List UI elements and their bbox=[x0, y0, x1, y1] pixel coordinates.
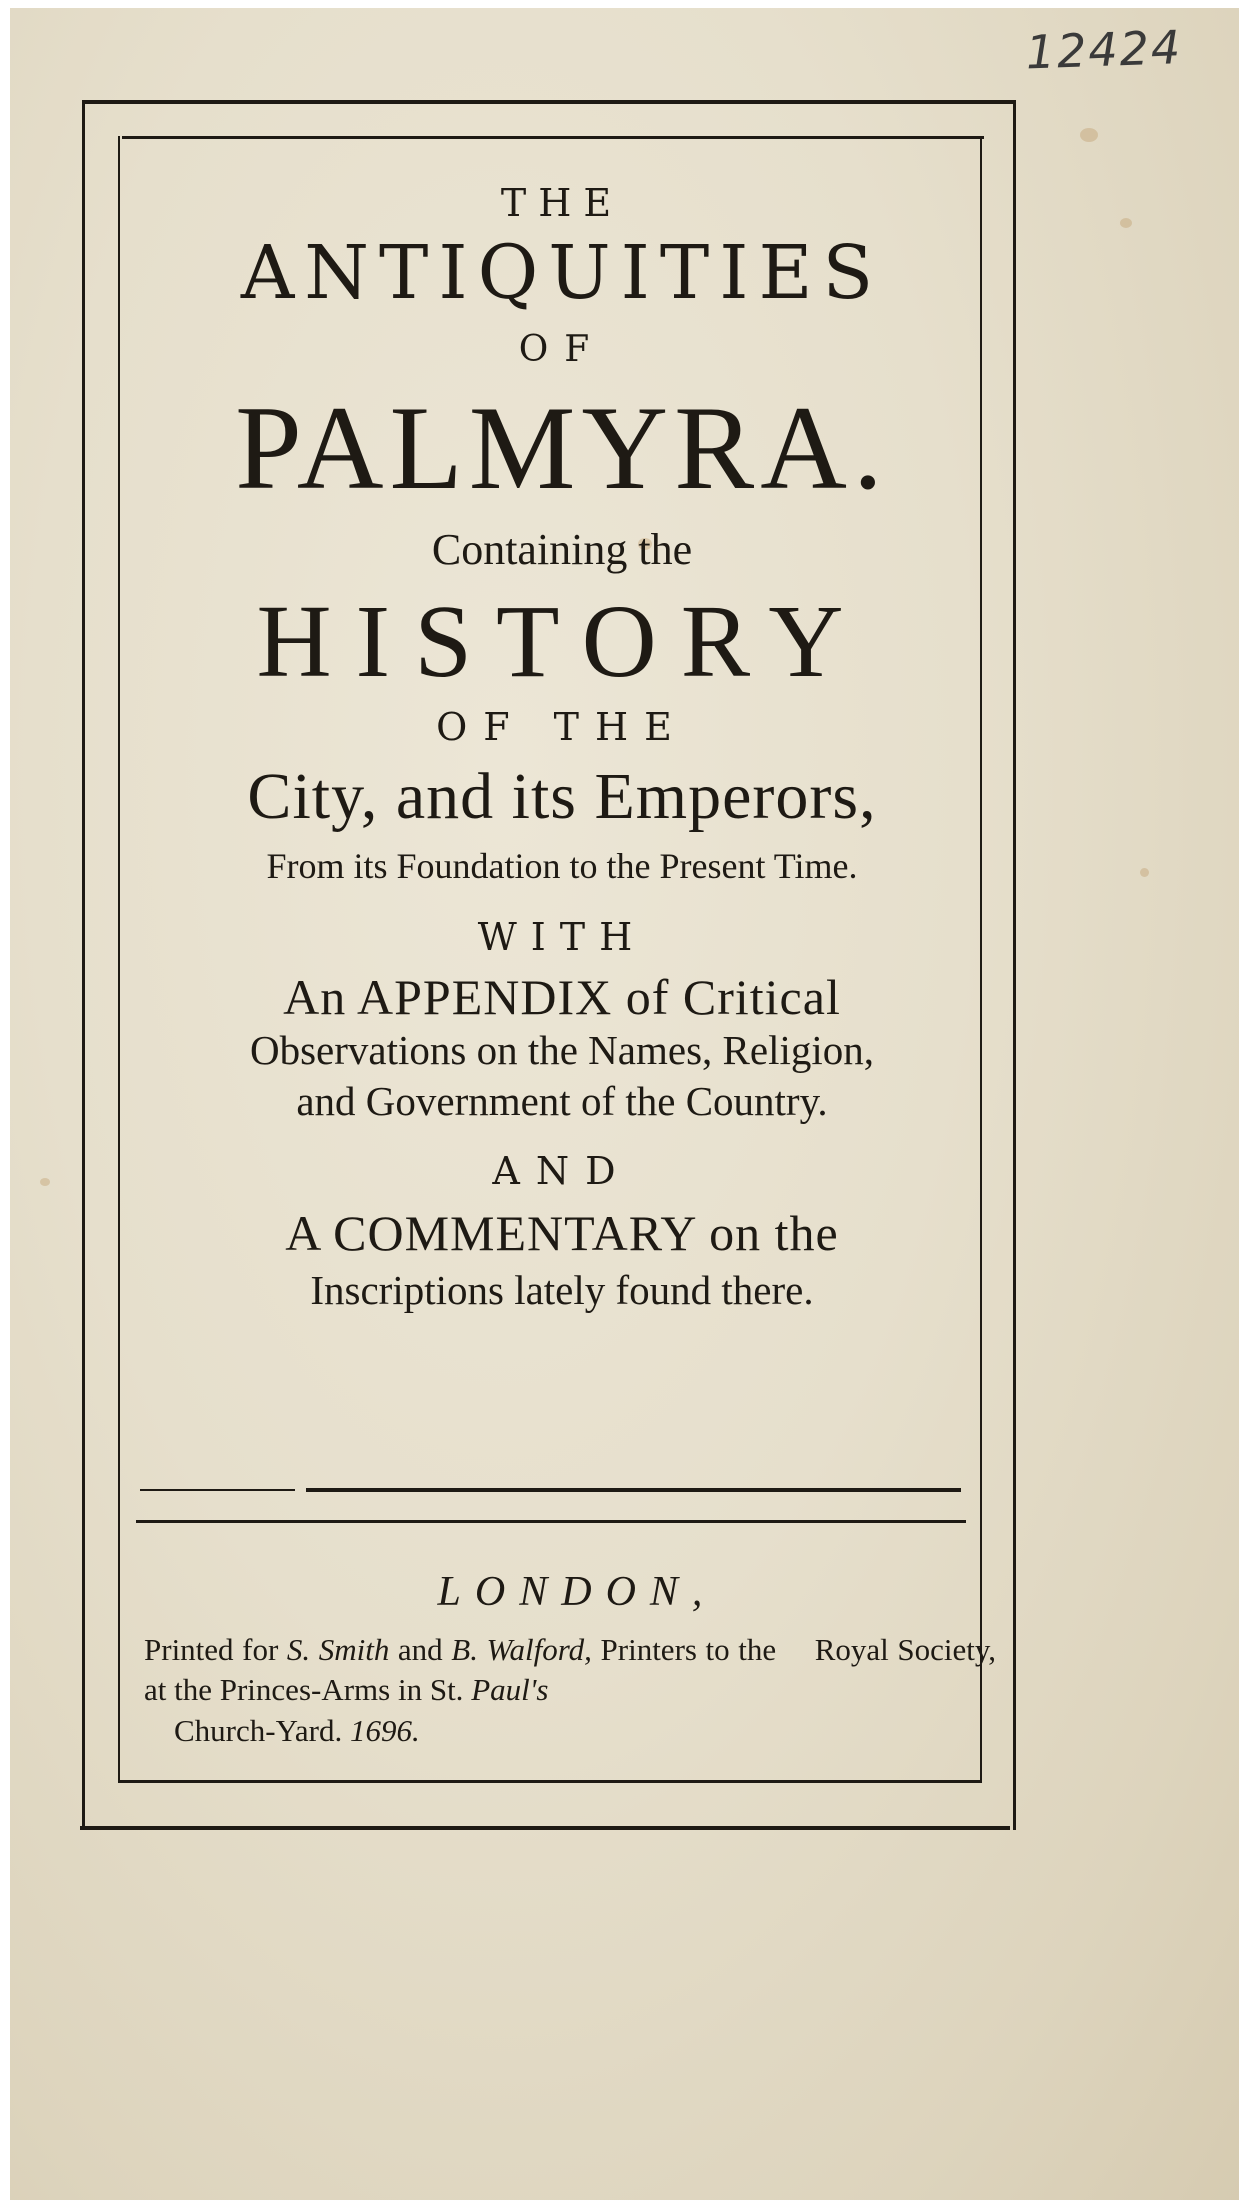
imprint bbox=[122, 1568, 1002, 1768]
foxing-spot bbox=[1140, 868, 1149, 877]
foxing-spot bbox=[1080, 128, 1098, 142]
imprint-pauls: Paul's bbox=[471, 1672, 549, 1708]
imprint-printers-to: Printers to the bbox=[600, 1632, 777, 1667]
subtitle-and: AND bbox=[492, 1149, 632, 1193]
subtitle-of-the: OF THE bbox=[436, 705, 688, 749]
inner-frame-left bbox=[118, 136, 120, 1782]
imprint-printed-for: Printed for bbox=[144, 1632, 279, 1667]
imprint-and: and bbox=[397, 1632, 443, 1667]
outer-frame-right bbox=[1013, 100, 1016, 1830]
subtitle-city-emperors: City, and its Emperors, bbox=[247, 760, 877, 833]
outer-frame-top bbox=[84, 100, 1014, 104]
title-the: THE bbox=[500, 181, 624, 225]
title-block bbox=[122, 148, 1002, 1438]
imprint-church-yard: Church-Yard. bbox=[174, 1712, 343, 1748]
imprint-publisher-statement bbox=[122, 1630, 1002, 1751]
subtitle-containing: Containing the bbox=[431, 525, 693, 574]
foxing-spot bbox=[1120, 218, 1132, 228]
imprint-publisher-smith: S. Smith bbox=[286, 1632, 390, 1667]
subtitle-from-foundation: From its Foundation to the Present Time. bbox=[266, 846, 858, 886]
separator-rule-upper-right bbox=[306, 1488, 961, 1492]
outer-frame-left bbox=[82, 100, 85, 1830]
inner-frame-top bbox=[122, 136, 984, 139]
subtitle-inscriptions: Inscriptions lately found there. bbox=[310, 1267, 814, 1313]
imprint-royal-society: Royal Society, at the Princes-Arms in St. bbox=[144, 1632, 997, 1708]
subtitle-observations: Observations on the Names, Religion, bbox=[249, 1027, 874, 1073]
subtitle-history: HISTORY bbox=[256, 584, 868, 699]
title-palmyra: PALMYRA. bbox=[235, 381, 889, 514]
subtitle-with: WITH bbox=[477, 915, 647, 959]
separator-rule-lower bbox=[136, 1520, 966, 1523]
foxing-spot bbox=[40, 1178, 50, 1186]
shelfmark-annotation: 12424 bbox=[1024, 20, 1183, 80]
imprint-year: 1696. bbox=[349, 1712, 420, 1748]
inner-frame-bottom bbox=[118, 1780, 982, 1783]
imprint-publisher-walford: B. Walford, bbox=[451, 1632, 592, 1667]
title-antiquities: ANTIQUITIES bbox=[240, 230, 884, 316]
title-page bbox=[10, 8, 1239, 2200]
separator-rule-upper-left bbox=[140, 1489, 295, 1491]
outer-frame-bottom bbox=[80, 1826, 1010, 1830]
subtitle-government: and Government of the Country. bbox=[296, 1078, 828, 1124]
subtitle-commentary: A COMMENTARY on the bbox=[285, 1205, 839, 1261]
title-of: OF bbox=[518, 329, 606, 370]
imprint-city: LONDON, bbox=[437, 1569, 717, 1615]
subtitle-appendix: An APPENDIX of Critical bbox=[283, 969, 841, 1025]
